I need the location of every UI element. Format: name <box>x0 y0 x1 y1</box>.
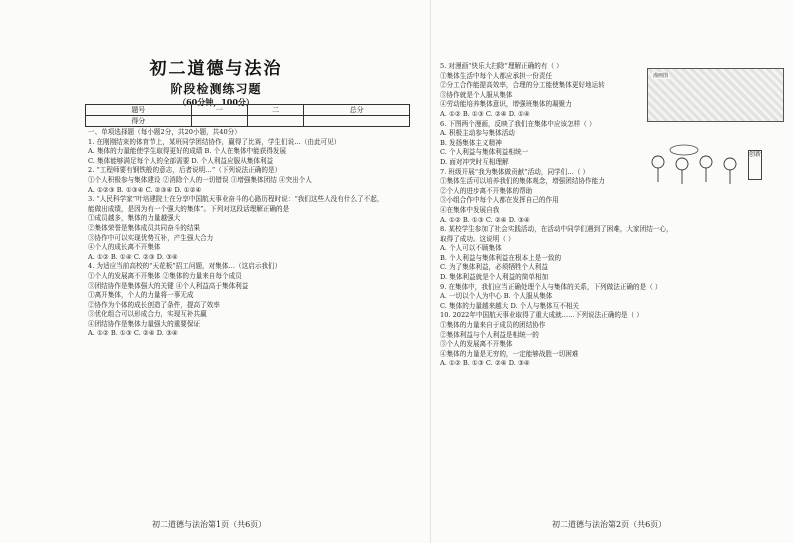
right-page <box>432 0 794 543</box>
option-line: A. ①② B. ①③ C. ②④ D. ③④ <box>440 215 530 224</box>
score-cell: 总分 <box>304 105 410 116</box>
option-line: B. 发扬集体主义精神 <box>440 138 502 147</box>
option-line: A. ①② B. ①③ C. ②④ D. ①④ <box>440 109 530 118</box>
option-line: ③协作中可以实现优势互补，产生强大合力 <box>88 233 214 242</box>
option-line: A. 积极主动参与集体活动 <box>440 129 515 138</box>
option-line: ②协作为个体的成长创造了条件，提高了效率 <box>88 300 220 309</box>
right-question-block <box>440 62 752 369</box>
score-cell <box>247 116 303 127</box>
page-footer: 初二道德与法治第2页（共6页） <box>552 520 667 529</box>
option-line: A. ①② B. ①④ C. ②③ D. ③④ <box>88 252 178 261</box>
left-question-block <box>88 128 420 339</box>
question-line: 能做出成绩，是因为有一个强大的集体”。下列对这段话理解正确的是 <box>88 204 290 213</box>
paper-title: 初二道德与法治 <box>149 59 283 79</box>
option-line: D. 面对冲突时互相理解 <box>440 157 509 166</box>
question-line: 10. 2022年中国航天事业取得了重大成就……下列说法正确的是（ ） <box>440 311 643 320</box>
option-line: ①集体生活可以培养我们的集体观念，增强团结协作能力 <box>440 177 605 186</box>
score-table-score-row <box>86 116 410 127</box>
figure-label: 漫画图 <box>653 73 669 79</box>
question-line: 5. 对漫画“快乐大扫除”理解正确的有（ ） <box>440 62 563 70</box>
option-line: ③团结协作是集体强大的关键 ④个人利益高于集体利益 <box>88 281 249 290</box>
question-line: 1. 在刚刚结束的体育节上，某班同学团结协作，赢得了比赛，学生们说…（由此可见） <box>88 137 341 146</box>
option-line: C. 集体能够满足每个人的全部需要 D. 个人利益应服从集体利益 <box>88 156 274 165</box>
question-line: 8. 某校学生参加了社会实践活动，在活动中同学们遇到了困难，大家团结一心， <box>440 225 673 234</box>
paper-subtitle: 阶段检测练习题 <box>170 82 262 96</box>
question-line: 4. 为适应当前高校的“天花板”招工问题，对集体…（这启示我们） <box>88 262 282 271</box>
option-line: ③个人的发展离不开集体 <box>440 340 513 349</box>
question-line: 3. “人民科学家”叶培建院士在分享中国航天事业奋斗的心路历程时说：“我们这些人没有什么了不起， <box>88 195 384 204</box>
section-heading: 一、单项选择题（每小题2分，共20小题，共40分） <box>88 128 241 136</box>
score-cell <box>304 116 410 127</box>
score-cell: 一 <box>191 105 247 116</box>
option-line: ①集体的力量来自于成员的团结协作 <box>440 321 546 330</box>
score-table-header-row <box>86 105 410 116</box>
score-cell: 二 <box>247 105 303 116</box>
option-line: ①个人的发展离不开集体 ②集体的力量来自每个成员 <box>88 271 242 280</box>
question-line: 取得了成功。这说明（ ） <box>440 234 515 243</box>
option-line: ②集体荣誉是集体成员共同奋斗的结果 <box>88 223 201 232</box>
option-line: ①成员越多，集体的力量越强大 <box>88 214 181 223</box>
option-line: ①离开集体，个人的力量将一事无成 <box>88 291 194 300</box>
option-line: ④劳动能培养集体意识，增强班集体的凝聚力 <box>440 100 572 109</box>
option-line: ①个人积极参与集体建设 ②消除个人的一切错误 ③增强集体团结 ④突出个人 <box>88 175 312 184</box>
option-line: ③协作就是个人服从集体 <box>440 90 513 99</box>
option-line: B. 个人利益与集体利益在根本上是一致的 <box>440 253 562 262</box>
option-line: ④团结协作是集体力量强大的重要保证 <box>88 319 201 328</box>
option-line: ③小组合作中每个人都在发挥自己的作用 <box>440 196 559 205</box>
option-line: C. 为了集体利益，必须牺牲个人利益 <box>440 263 548 272</box>
option-line: D. 集体利益就是个人利益的简单相加 <box>440 273 549 282</box>
option-line: A. 集体的力量能使学生取得更好的成绩 B. 个人在集体中能获得发展 <box>88 147 287 156</box>
score-cell: 题号 <box>86 105 192 116</box>
option-line: ②个人的进步离不开集体的帮助 <box>440 186 533 195</box>
option-line: A. ①② B. ①③ C. ②④ D. ③④ <box>440 359 530 368</box>
option-line: A. 个人可以不顾集体 <box>440 244 502 253</box>
question-line: 7. 班级开展“我为集体做贡献”活动，同学们…（ ） <box>440 167 590 176</box>
option-line: ②分工合作能提高效率，合理的分工能使集体更好地运转 <box>440 81 605 90</box>
option-line: ③优化组合可以形成合力，实现互补共赢 <box>88 310 207 319</box>
figure-tag: 创新 <box>748 150 762 180</box>
question-line: 9. 在集体中，我们应当正确处理个人与集体的关系，下列做法正确的是（ ） <box>440 282 662 291</box>
option-line: A. ①② B. ①③ C. ②④ D. ③④ <box>88 329 178 338</box>
option-line: C. 集体的力量越来越大 D. 个人与集体互不相关 <box>440 301 580 310</box>
score-cell <box>191 116 247 127</box>
question-line: 6. 下图两个漫画，反映了我们在集体中应该怎样（ ） <box>440 119 596 128</box>
page-footer: 初二道德与法治第1页（共6页） <box>152 520 267 529</box>
option-line: ④集体的力量是无穷的，一定能够战胜一切困难 <box>440 349 579 358</box>
score-table <box>85 104 410 127</box>
option-line: ④在集体中发展自我 <box>440 205 500 214</box>
paper-meta: （60分钟，100分） <box>178 97 254 107</box>
option-line: A. ①②③ B. ①③④ C. ②③④ D. ①②④ <box>88 185 202 194</box>
option-line: ④个人的成长离不开集体 <box>88 243 161 252</box>
option-line: ①集体生活中每个人都应承担一份责任 <box>440 71 553 80</box>
option-line: C. 个人利益与集体利益相统一 <box>440 148 529 157</box>
option-line: ②集体利益与个人利益是相统一的 <box>440 330 539 339</box>
score-cell: 得分 <box>86 116 192 127</box>
question-line: 2. “工程师要有钢铁般的意志，后者说明…”（下列说法正确的是） <box>88 166 282 175</box>
option-line: A. 一切以个人为中心 B. 个人服从集体 <box>440 292 553 301</box>
